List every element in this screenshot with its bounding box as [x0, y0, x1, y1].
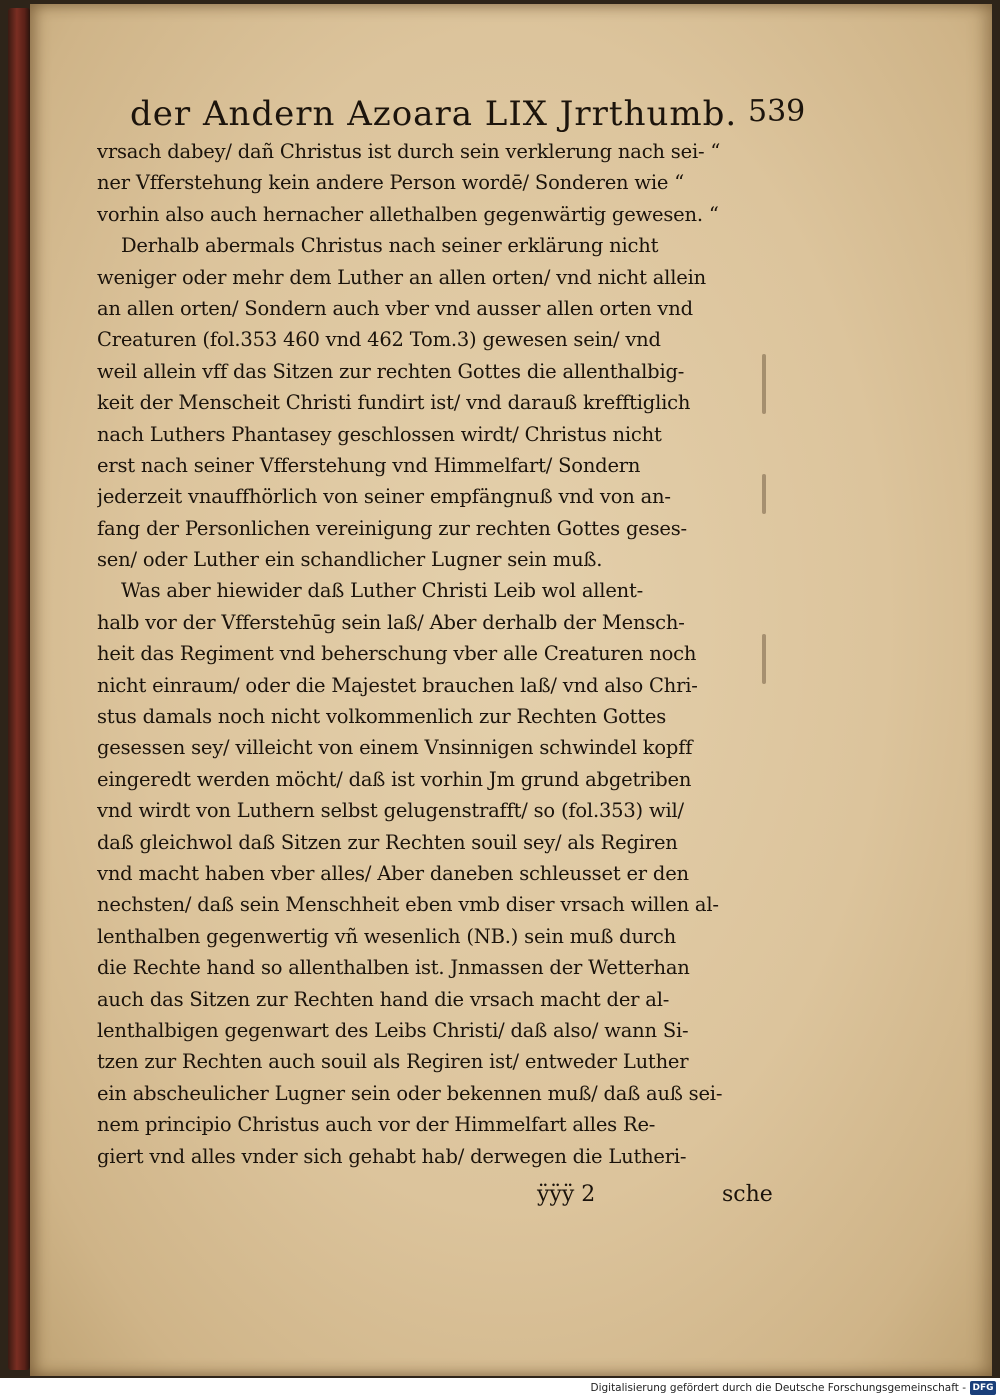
- book-page: [30, 4, 992, 1376]
- text-line: eingeredt werden möcht/ daß ist vorhin Jm grund abgetriben: [97, 767, 692, 791]
- text-line: nicht einraum/ oder die Majestet brauchen laß/ vnd also Chri-: [97, 673, 698, 697]
- text-line: stus damals noch nicht volkommenlich zur Rechten Gottes: [97, 705, 667, 729]
- text-line: heit das Regiment vnd beherschung vber alle Creaturen noch: [97, 642, 697, 666]
- body-text: [97, 136, 797, 1172]
- text-line: vrsach dabey/ dañ Christus ist durch sein verklerung nach sei- “: [97, 140, 721, 163]
- text-line: vnd wirdt von Luthern selbst gelugenstrafft/ so (fol.353) wil/: [97, 799, 684, 823]
- text-line: sen/ oder Luther ein schandlicher Lugner sein muß.: [97, 548, 603, 572]
- running-head: der Andern Azoara LIX Jrrthumb.: [130, 94, 738, 134]
- catchword: sche: [722, 1182, 773, 1207]
- margin-bleed-marks: [762, 354, 772, 694]
- text-line: Was aber hiewider daß Luther Christi Leib wol allent-: [121, 579, 644, 603]
- page-footer: [97, 1176, 797, 1216]
- text-line: lenthalbigen gegenwart des Leibs Christi/ daß also/ wann Si-: [97, 1018, 689, 1042]
- text-line: lenthalben gegenwertig vñ wesenlich (NB.) sein muß durch: [97, 924, 677, 948]
- book-cover-edge: [8, 8, 30, 1370]
- text-line: erst nach seiner Vfferstehung vnd Himmelfart/ Sondern: [97, 453, 641, 477]
- text-line: an allen orten/ Sondern auch vber vnd ausser allen orten vnd: [97, 296, 693, 320]
- text-line: Creaturen (fol.353 460 vnd 462 Tom.3) gewesen sein/ vnd: [97, 328, 661, 352]
- text-line: weil allein vff das Sitzen zur rechten Gottes die allenthalbig-: [97, 359, 685, 383]
- page-header: [100, 86, 806, 136]
- text-line: jederzeit vnauffhörlich von seiner empfängnuß vnd von an-: [97, 485, 671, 509]
- credit-bar: [0, 1378, 1000, 1400]
- text-line: Derhalb abermals Christus nach seiner erklärung nicht: [121, 234, 659, 258]
- text-line: gesessen sey/ villeicht von einem Vnsinnigen schwindel kopff: [97, 736, 693, 760]
- text-line: fang der Personlichen vereinigung zur rechten Gottes geses-: [97, 516, 687, 540]
- funding-credit: Digitalisierung gefördert durch die Deutsche Forschungsgemeinschaft -: [590, 1382, 966, 1394]
- text-line: keit der Menscheit Christi fundirt ist/ vnd darauß krefftiglich: [97, 391, 691, 415]
- text-line: ein abscheulicher Lugner sein oder bekennen muß/ daß auß sei-: [97, 1081, 723, 1105]
- text-line: vnd macht haben vber alles/ Aber daneben schleusset er den: [97, 861, 689, 885]
- text-line: weniger oder mehr dem Luther an allen orten/ vnd nicht allein: [97, 265, 706, 289]
- text-line: auch das Sitzen zur Rechten hand die vrsach macht der al-: [97, 987, 670, 1011]
- text-line: daß gleichwol daß Sitzen zur Rechten souil sey/ als Regiren: [97, 830, 678, 854]
- text-line: vorhin also auch hernacher allethalben gegenwärtig gewesen. “: [97, 202, 719, 226]
- text-line: die Rechte hand so allenthalben ist. Jnmassen der Wetterhan: [97, 956, 690, 980]
- text-line: nechsten/ daß sein Menschheit eben vmb diser vrsach willen al-: [97, 893, 719, 917]
- dfg-logo: DFG: [970, 1381, 996, 1395]
- text-line: ner Vfferstehung kein andere Person wordē/ Sonderen wie “: [97, 171, 685, 195]
- text-line: giert vnd alles vnder sich gehabt hab/ derwegen die Lutheri-: [97, 1144, 687, 1168]
- text-line: tzen zur Rechten auch souil als Regiren ist/ entweder Luther: [97, 1050, 689, 1074]
- page-number: 539: [748, 94, 806, 129]
- text-line: nem principio Christus auch vor der Himmelfart alles Re-: [97, 1113, 656, 1137]
- text-line: halb vor der Vfferstehūg sein laß/ Aber derhalb der Mensch-: [97, 610, 685, 634]
- text-line: nach Luthers Phantasey geschlossen wirdt/ Christus nicht: [97, 422, 662, 446]
- signature-mark: ÿÿÿ 2: [537, 1182, 596, 1207]
